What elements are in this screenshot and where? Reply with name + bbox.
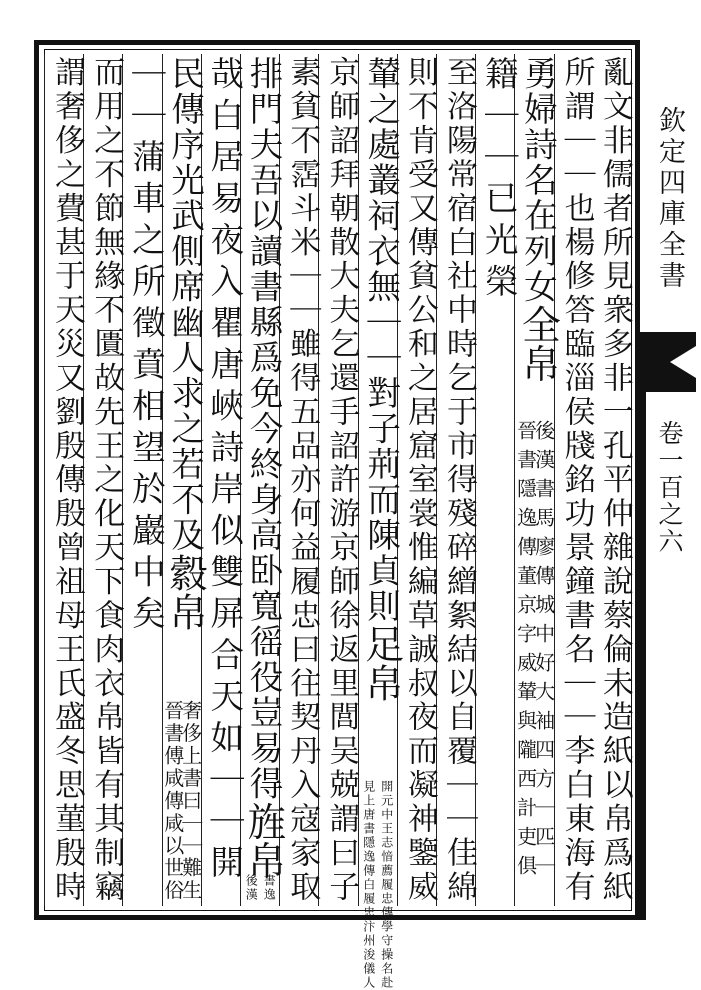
column-text	[558, 56, 596, 904]
text-column	[44, 54, 83, 906]
column-text	[241, 56, 286, 880]
commentary-right: 後漢書馬廖傳城中好大袖四方｜匹｜	[531, 420, 556, 884]
column-text	[358, 56, 404, 702]
commentary-right: 開元中王志愔薦履忠傳學守操名赴	[379, 780, 394, 990]
main-text: 輦之處叢祠衣無｜｜對子荊而陳貞則	[361, 56, 401, 624]
column-text	[126, 56, 164, 637]
main-text: 而用之不節無緣不匱故先王之化天下食肉衣帛皆有其制竊	[88, 56, 125, 904]
column-text	[87, 56, 125, 904]
main-text: 亂文非儒者所見衆多非一孔平仲雜說蔡倫未造紙以帛爲紙	[596, 56, 633, 904]
text-column	[122, 54, 166, 906]
commentary-left: 後漢	[244, 874, 259, 902]
column-text	[322, 56, 360, 904]
column-text	[401, 56, 439, 904]
column-text	[48, 56, 86, 904]
commentary-left: 晉書隱逸傳董京字威輦與隴西計吏俱	[513, 420, 538, 884]
margin-banner	[640, 40, 696, 920]
entry-heading: 旌帛	[241, 801, 286, 880]
text-column	[201, 54, 244, 906]
column-text	[162, 56, 208, 631]
commentary-right: 奢侈上書曰｜｜難生	[178, 700, 203, 902]
column-text	[515, 56, 561, 383]
commentary	[243, 874, 278, 902]
commentary	[361, 780, 396, 990]
margin-title: 欽定四庫全書	[654, 106, 685, 292]
volume-label: 卷一百之六	[655, 420, 684, 555]
main-text: 哉白居易夜入瞿唐峽詩岸似雙屏合天如｜｜開	[204, 56, 244, 886]
column-text	[283, 56, 321, 904]
main-text: 京師詔拜朝散大夫乞還手詔許游京師徐返里閭吴兢謂曰子	[323, 56, 360, 904]
commentary	[160, 700, 203, 902]
main-text: 所謂｜｜也楊修答臨淄侯牋銘功景鐘書名｜｜李白東海有	[558, 56, 595, 904]
text-column	[318, 54, 360, 906]
margin-band	[640, 332, 646, 920]
main-text: ｜｜蒲車之所徵賁相望於巖中矣	[126, 56, 166, 637]
main-text: 民傳序光武側席幽人求之若不及	[165, 56, 205, 553]
entry-heading: 全帛	[515, 304, 561, 383]
column-text	[479, 56, 517, 305]
main-text: 則不肯受又傳貧公和之居窟室裳惟編草誠叔夜而凝神鑒威	[401, 56, 438, 904]
text-column	[554, 54, 593, 906]
text-column	[240, 54, 286, 906]
text-column	[358, 54, 404, 990]
main-text: 至洛陽常宿白社中時乞于市得殘碎繒絮結以自覆｜｜佳綿	[441, 56, 477, 904]
text-column	[397, 54, 436, 906]
text-column	[83, 54, 125, 906]
main-text: 排門夫吾以讀書縣爲免今終身高卧寬徭役豈易得	[244, 56, 283, 802]
main-text: 勇婦詩名在列女	[518, 56, 558, 305]
entry-heading: 縠帛	[162, 553, 208, 631]
commentary	[513, 420, 556, 884]
main-text: 籍｜｜已光榮	[479, 56, 519, 305]
text-column	[475, 54, 519, 906]
column-text	[205, 56, 243, 886]
commentary-left: 晉書傅咸傳咸以世俗	[160, 700, 185, 902]
column-text	[596, 56, 634, 904]
commentary-right: 書逸	[262, 874, 277, 902]
main-text: 謂奢侈之費甚于天災又劉殷傳殷曾祖母王氏盛冬思菫殷時	[49, 56, 85, 904]
commentary-left: 見上唐書隱逸傳白履忠汴州浚儀人	[361, 780, 376, 990]
text-column	[593, 54, 632, 906]
entry-heading: 足帛	[358, 624, 404, 702]
text-column	[279, 54, 321, 906]
text-column	[160, 54, 208, 906]
text-column	[513, 54, 561, 906]
main-text: 素貧不霑斗米｜｜雖得五品亦何益履忠曰往契丹入寇家取	[284, 56, 321, 904]
text-column	[436, 54, 475, 906]
fish-tail-mark-icon	[640, 332, 696, 392]
column-text	[440, 56, 478, 904]
